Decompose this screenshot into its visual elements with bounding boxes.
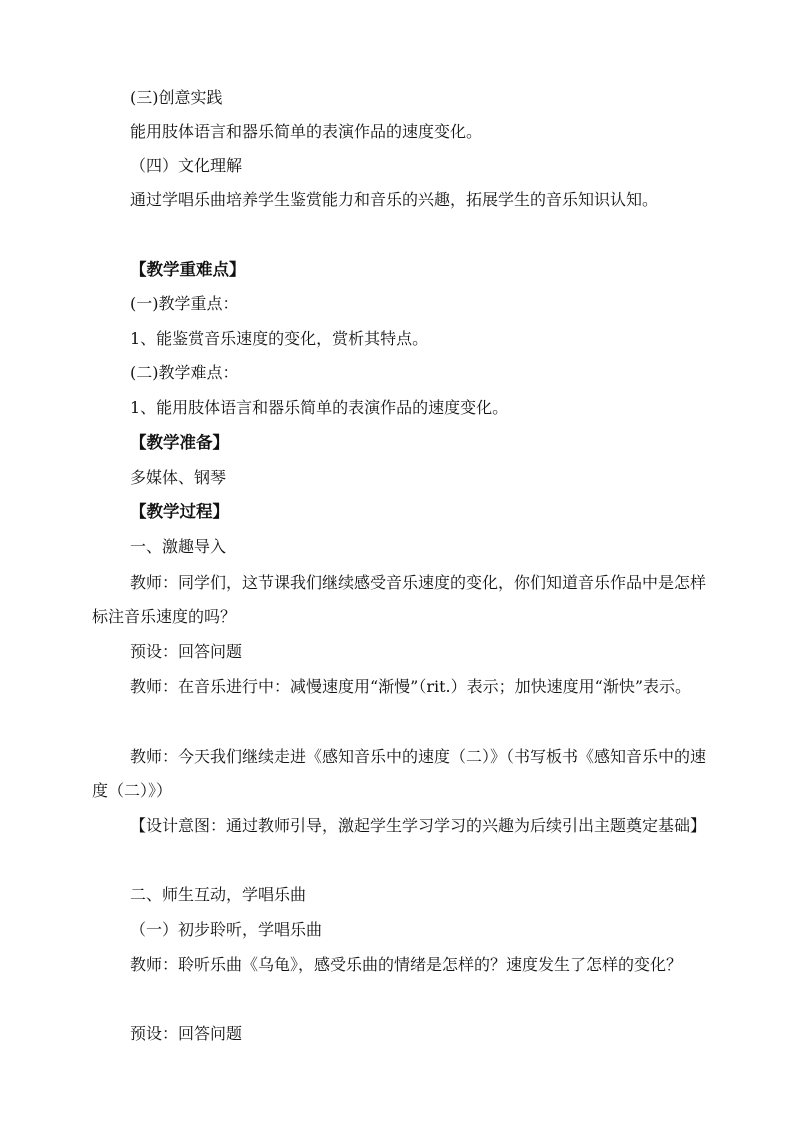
difficult-point-1: 1、能用肢体语言和器乐简单的表演作品的速度变化。 xyxy=(130,398,509,417)
step-2-heading: 二、师生互动，学唱乐曲 xyxy=(130,885,307,904)
teacher-listening-question: 教师：聆听乐曲《乌龟》，感受乐曲的情绪是怎样的？速度发生了怎样的变化？ xyxy=(130,955,683,974)
teaching-process-heading: 【教学过程】 xyxy=(130,502,229,521)
teacher-intro-question: 教师：同学们，这节课我们继续感受音乐速度的变化，你们知道音乐作品中是怎样标注音乐速度的吗？ xyxy=(92,573,707,626)
section-cultural-understanding-heading: （四）文化理解 xyxy=(130,156,243,175)
design-intent-note: 【设计意图：通过教师引导，激起学生学习学习的兴趣为后续引出主题奠定基础】 xyxy=(130,816,707,835)
key-points-subheading: (一)教学重点： xyxy=(130,294,239,313)
expected-answer-2: 预设：回答问题 xyxy=(130,1024,243,1043)
difficult-points-subheading: (二)教学难点： xyxy=(130,363,239,382)
step-2-sub-1-heading: （一）初步聆听，学唱乐曲 xyxy=(130,920,323,939)
teaching-preparation-heading: 【教学准备】 xyxy=(130,433,229,452)
key-difficult-points-heading: 【教学重难点】 xyxy=(130,260,246,279)
cultural-understanding-text: 通过学唱乐曲培养学生鉴赏能力和音乐的兴趣，拓展学生的音乐知识认知。 xyxy=(130,190,659,209)
step-1-heading: 一、激趣导入 xyxy=(130,537,227,556)
expected-answer-1: 预设：回答问题 xyxy=(130,642,243,661)
teacher-lesson-intro: 教师：今天我们继续走进《感知音乐中的速度（二）》（书写板书《感知音乐中的速度（二）》） xyxy=(92,747,707,800)
creative-practice-text: 能用肢体语言和器乐简单的表演作品的速度变化。 xyxy=(130,122,483,141)
section-creative-practice-heading: (三)创意实践 xyxy=(130,88,223,107)
teacher-tempo-explanation: 教师：在音乐进行中：减慢速度用“渐慢”（rit.）表示；加快速度用“渐快”表示。 xyxy=(130,677,692,696)
key-point-1: 1、能鉴赏音乐速度的变化，赏析其特点。 xyxy=(130,329,429,348)
teaching-preparation-text: 多媒体、钢琴 xyxy=(130,468,227,487)
